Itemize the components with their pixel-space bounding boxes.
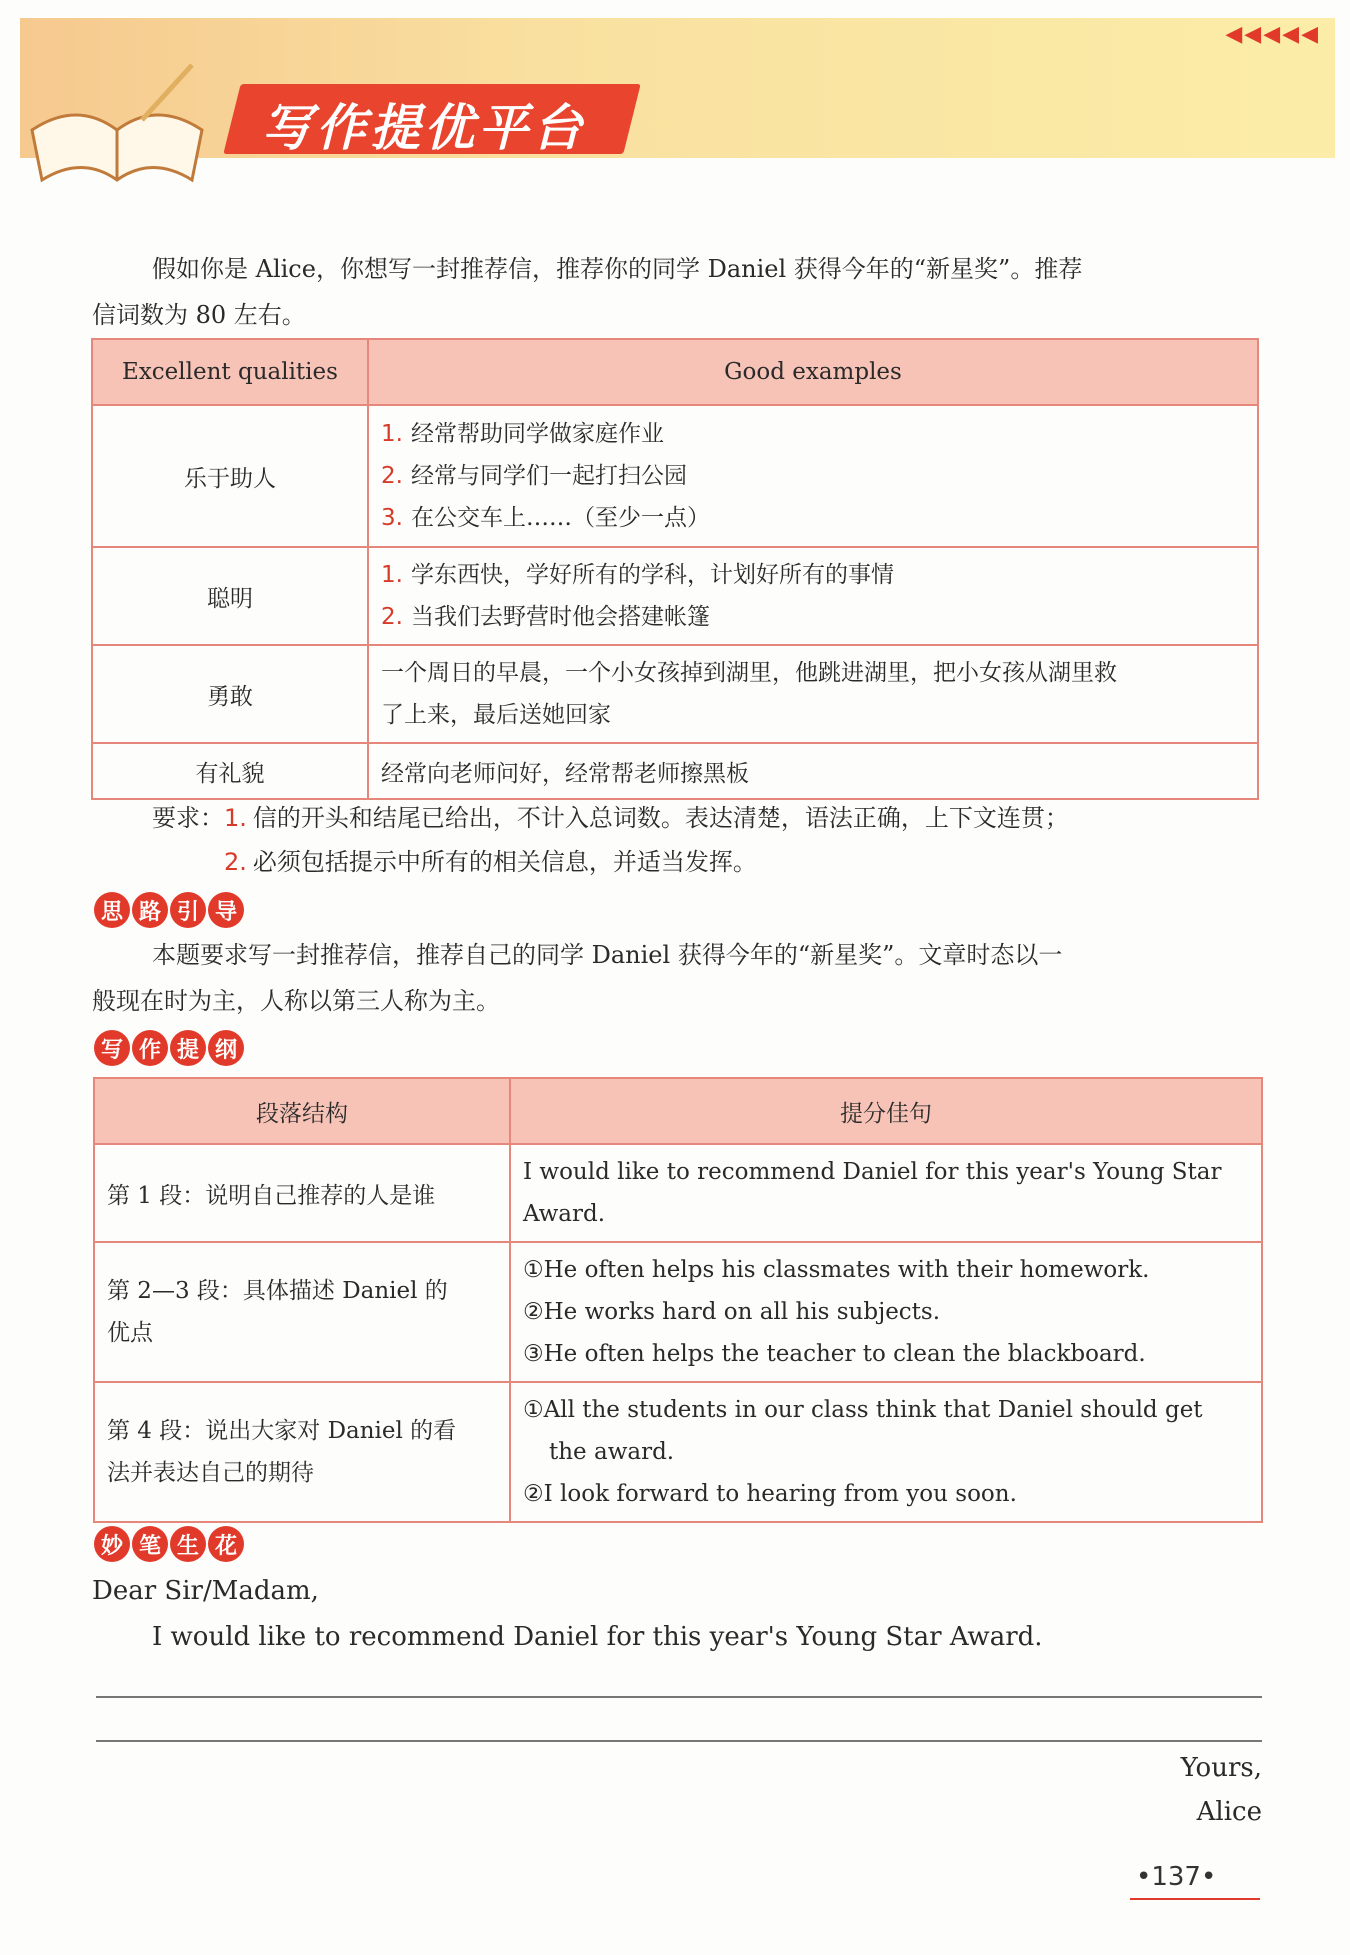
section-badge-outline: 写 作 提 纲 [94, 1030, 244, 1066]
header-banner [20, 18, 1335, 158]
column-header: 提分佳句 [510, 1078, 1262, 1144]
examples-cell: 一个周日的早晨，一个小女孩掉到湖里，他跳进湖里，把小女孩从湖里救 了上来，最后送她回家 [368, 645, 1258, 743]
section-badge-writing: 妙 笔 生 花 [94, 1526, 244, 1562]
table-row [92, 645, 1258, 743]
sentence-cell: I would like to recommend Daniel for this year's Young Star Award. [510, 1144, 1262, 1242]
guide-text: 本题要求写一封推荐信，推荐自己的同学 Daniel 获得今年的“新星奖”。文章时态以一 般现在时为主，人称以第三人称为主。 [92, 941, 1063, 1015]
paragraph-cell: 第 2—3 段：具体描述 Daniel 的 优点 [94, 1242, 510, 1382]
examples-cell: 经常向老师问好，经常帮老师擦黑板 [368, 743, 1258, 799]
letter-body [92, 1568, 1262, 1660]
paragraph-cell: 第 1 段：说明自己推荐的人是谁 [94, 1144, 510, 1242]
letter-opening: I would like to recommend Daniel for this year's Young Star Award. [152, 1622, 1043, 1652]
open-book-icon [22, 60, 212, 190]
table-row [92, 547, 1258, 645]
quality-cell: 聪明 [92, 547, 368, 645]
qualities-table [91, 338, 1259, 800]
sentence-cell: ①All the students in our class think that Daniel should get the award. ②I look forward to hearing from you soon. [510, 1382, 1262, 1522]
page-title: 写作提优平台 [262, 99, 586, 157]
letter-signature: Alice [1196, 1797, 1262, 1827]
page-number: •137• [1136, 1862, 1217, 1892]
quality-cell: 勇敢 [92, 645, 368, 743]
table-row [94, 1382, 1262, 1522]
requirements: 要求：1. 信的开头和结尾已给出，不计入总词数。表达清楚，语法正确，上下文连贯； 2. 必须包括提示中所有的相关信息，并适当发挥。 [152, 804, 1069, 876]
quality-cell: 有礼貌 [92, 743, 368, 799]
column-header: Excellent qualities [92, 339, 368, 405]
page-number-underline [1130, 1898, 1260, 1900]
letter-greeting: Dear Sir/Madam, [92, 1576, 319, 1606]
outline-table [93, 1077, 1263, 1523]
table-header-row [94, 1078, 1262, 1144]
letter-closing: Yours, [1180, 1753, 1262, 1783]
column-header: 段落结构 [94, 1078, 510, 1144]
writing-line [96, 1696, 1262, 1698]
writing-line [96, 1740, 1262, 1742]
table-row [94, 1144, 1262, 1242]
examples-cell: 1. 经常帮助同学做家庭作业 2. 经常与同学们一起打扫公园 3. 在公交车上……（至少一点） [368, 405, 1258, 547]
letter-signoff [1181, 1746, 1262, 1834]
table-header-row [92, 339, 1258, 405]
prompt-text: 假如你是 Alice，你想写一封推荐信，推荐你的同学 Daniel 获得今年的“新星奖”。推荐 信词数为 80 左右。 [92, 255, 1083, 329]
quality-cell: 乐于助人 [92, 405, 368, 547]
section-badge-guide: 思 路 引 导 [94, 892, 244, 928]
arrow-decoration-icon: ◀◀◀◀◀ [1225, 22, 1320, 47]
column-header: Good examples [368, 339, 1258, 405]
sentence-cell: ①He often helps his classmates with their homework. ②He works hard on all his subjects. ③He often helps the teacher to clean the blackboard. [510, 1242, 1262, 1382]
table-row [92, 743, 1258, 799]
table-row [94, 1242, 1262, 1382]
examples-cell: 1. 学东西快，学好所有的学科，计划好所有的事情 2. 当我们去野营时他会搭建帐篷 [368, 547, 1258, 645]
table-row [92, 405, 1258, 547]
paragraph-cell: 第 4 段：说出大家对 Daniel 的看 法并表达自己的期待 [94, 1382, 510, 1522]
